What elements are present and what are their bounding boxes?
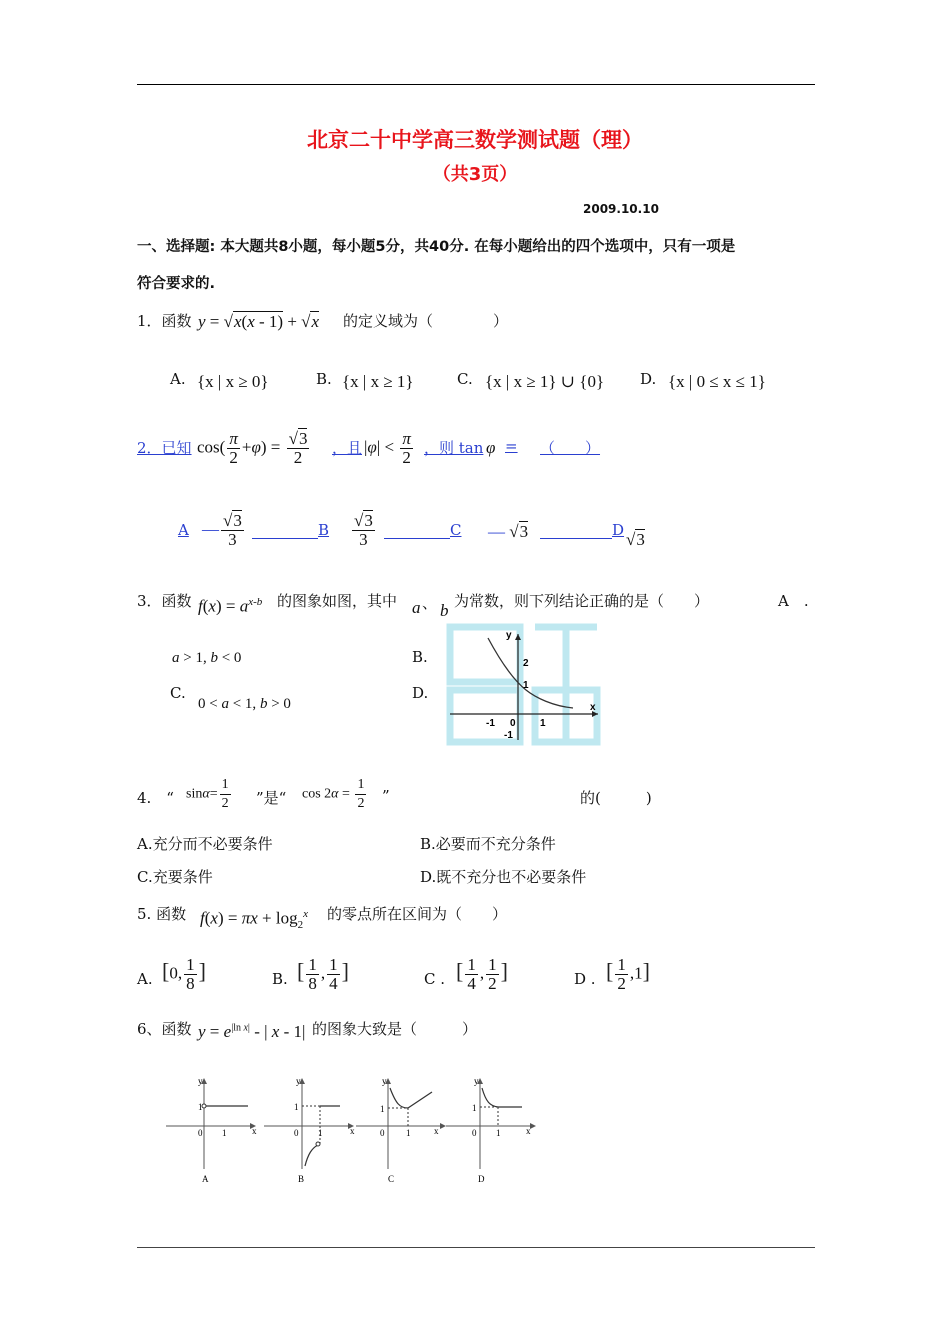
page-subtitle: （共3页） [432,164,518,185]
q2-option-a-label[interactable]: A [178,521,189,539]
q5-option-c: [ $\frac{1}{4}$ , $\frac{1}{2}$ ] [456,955,508,993]
svg-text:1: 1 [472,1103,477,1113]
section-heading-cont: 符合要求的. [137,276,216,292]
q2-option-rule-2 [384,538,450,539]
q3-graph-x-label: x [590,702,596,713]
q2-phi: φ [486,438,496,457]
q2-prefix[interactable]: 2．已知 [137,439,192,457]
svg-text:y: y [296,1076,301,1086]
q6-suffix: 的图象大致是（ ） [312,1020,478,1038]
q6-formula: $y = e^{|ln x|}$ - | x - 1| [198,1022,306,1041]
q3-graph-tick-neg1y: -1 [504,730,513,741]
svg-text:0: 0 [472,1128,477,1138]
q4-formula1: sinα= $\frac{1}{2}$ [186,777,229,811]
q3-prefix: 3．函数 [137,592,192,610]
q3-formula: $f(x) = a^{x-b}$ [198,596,263,616]
q3-graph-tick-2: 2 [523,658,529,669]
q2-eq[interactable]: = [505,437,518,455]
q5-option-d-label: D . [574,970,596,988]
svg-text:0: 0 [380,1128,385,1138]
q3-b: b [440,601,449,620]
q3-option-c: 0 < a < 1, b > 0 [198,696,291,712]
q3-option-d-label: D. [412,684,429,702]
q2-option-c-label[interactable]: C [450,521,462,539]
q1-option-a-label: A. [170,370,186,388]
q4-option-c: C.充要条件 [137,868,213,886]
q1-option-d: {x | 0 ≤ x ≤ 1} [668,372,766,391]
q2-mid2[interactable]: ，则 tan [424,439,484,457]
q5-option-b: [ $\frac{1}{8}$ , $\frac{1}{4}$ ] [297,955,349,993]
svg-text:1: 1 [294,1102,299,1112]
q3-option-c-label: C. [170,684,186,702]
q4-option-d: D.既不充分也不必要条件 [420,868,587,886]
exam-date: 2009.10.10 [583,202,659,216]
q5-option-c-label: C . [424,970,446,988]
q6-graph-c-label: C [388,1174,395,1184]
q3-graph-tick-1x: 1 [540,718,546,729]
q1-option-c-label: C. [457,370,473,388]
q2-option-a: — $\frac{√3}{3}$ [202,511,242,549]
q1-option-c: {x | x ≥ 1} ∪ {0} [485,372,605,391]
q3-a: a [412,598,421,617]
svg-text:0: 0 [294,1128,299,1138]
svg-text:1: 1 [318,1128,323,1138]
q3-graph-curve [488,638,573,708]
q6-graph-c [352,1074,452,1186]
q3-graph-y-arrow [515,634,521,640]
q4-prefix: 4. “ [137,789,174,807]
q2-option-rule-1 [252,538,318,539]
svg-text:1: 1 [406,1128,411,1138]
q6-graph-a-label: A [202,1174,209,1184]
q2-option-rule-3 [540,538,612,539]
q3-option-a: a > 1, b < 0 [172,650,242,666]
q3-option-b-label: B. [412,648,428,666]
q2-formula-left: cos( $\frac{\pi}{2}$ +φ) = $\frac{√3}{2}$ [197,429,308,467]
svg-text:1: 1 [222,1128,227,1138]
q4-suffix: 的( ) [580,789,652,807]
q5-prefix: 5. 函数 [137,905,187,923]
q1-formula: y = √x(x - 1) + √x [198,312,320,331]
q4-option-a: A.充分而不必要条件 [137,835,273,853]
q4-mid: ”是“ [256,789,287,807]
q6-graph-a [162,1074,262,1186]
q3-graph-origin: 0 [510,718,516,729]
q3-sep: 、 [422,594,438,612]
svg-text:x: x [434,1126,439,1136]
q5-option-d: [ $\frac{1}{2}$ ,1] [606,955,650,993]
footer-rule [137,1247,815,1248]
q3-graph-y-label: y [506,630,512,641]
section-heading: 一、选择题: 本大题共8小题，每小题5分，共40分. 在每小题给出的四个选项中，只有一项是 [137,239,736,255]
svg-text:y: y [198,1076,203,1086]
svg-text:x: x [252,1126,257,1136]
q2-formula-mid: |φ| < $\frac{\pi}{2}$ [364,429,411,467]
q3-option-a-label: A . [778,592,809,610]
q1-option-b: {x | x ≥ 1} [342,372,414,391]
svg-text:1: 1 [380,1104,385,1114]
q5-option-a-label: A. [137,970,153,988]
q5-formula: $f(x) = \pi x + \log_2^x$ [200,908,308,932]
q1-option-a: {x | x ≥ 0} [197,372,269,391]
q2-option-d-label[interactable]: D [612,521,625,539]
svg-text:y: y [382,1076,387,1086]
q3-suffix2: 为常数，则下列结论正确的是（ ） [454,592,710,610]
q4-formula2: cos 2α = $\frac{1}{2}$ [302,777,365,811]
q2-option-b: $\frac{√3}{3}$ [354,511,373,549]
q1-option-b-label: B. [316,370,332,388]
page-title: 北京二十中学高三数学测试题（理） [307,128,643,152]
svg-text:x: x [350,1126,355,1136]
q2-option-c: — √3 [488,522,529,541]
svg-text:0: 0 [198,1128,203,1138]
svg-text:y: y [474,1076,479,1086]
q3-graph-tick-1y: 1 [523,680,529,691]
q6-graph-d [442,1074,542,1186]
q1-prefix: 1．函数 [137,312,192,330]
q6-graph-b-label: B [298,1174,305,1184]
q5-suffix: 的零点所在区间为（ ） [327,905,508,923]
q4-end: ” [382,787,390,805]
q6-graph-d-label: D [478,1174,485,1184]
q2-mid[interactable]: ，且 [332,439,363,457]
q1-option-d-label: D. [640,370,657,388]
q5-option-b-label: B. [272,970,288,988]
q3-graph-tick-neg1x: -1 [486,718,495,729]
q3-graph [448,628,602,746]
q6-prefix: 6、函数 [137,1020,192,1038]
q5-option-a: [0, $\frac{1}{8}$ ] [162,955,206,993]
q3-suffix: 的图象如图，其中 [277,592,398,610]
header-rule [137,84,815,85]
q6-graph-b [260,1074,360,1186]
svg-text:x: x [526,1126,531,1136]
q2-paren[interactable]: （ ） [540,439,601,457]
svg-text:1: 1 [496,1128,501,1138]
q2-option-b-label[interactable]: B [318,521,330,539]
svg-text:1: 1 [198,1102,203,1112]
q2-option-d: √3 [626,530,645,549]
q4-option-b: B.必要而不充分条件 [420,835,556,853]
q1-suffix: 的定义域为（ ） [343,312,509,330]
